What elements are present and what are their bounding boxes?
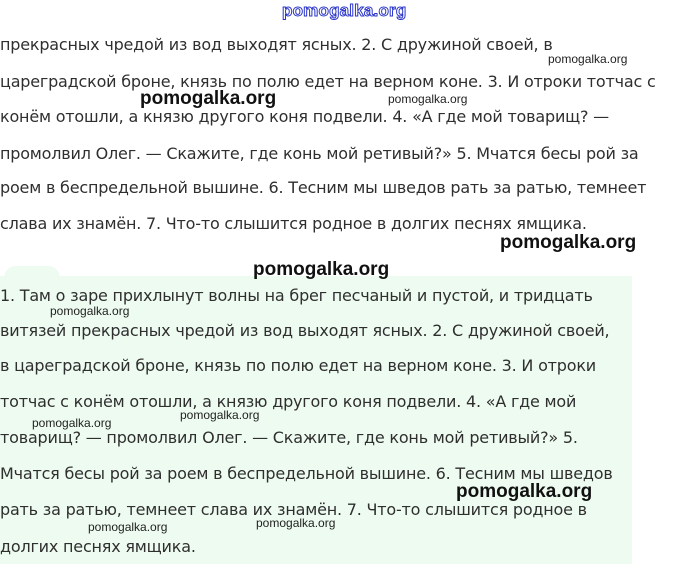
question-line: промолвил Олег. — Скажите, где конь мой ретивый?» 5. Мчатся бесы рой за: [0, 144, 639, 163]
watermark: pomogalka.org: [253, 259, 390, 280]
watermark: pomogalka.org: [180, 408, 260, 422]
question-line: слава их знамён. 7. Что-то слышится родное в долгих песнях ямщика.: [0, 214, 587, 233]
watermark: pomogalka.org: [32, 416, 112, 430]
question-line: прекрасных чредой из вод выходят ясных. 2. С дружиной своей, в: [0, 35, 553, 54]
answer-line: 1. Там о заре прихлынут волны на брег песчаный и пустой, и тридцать: [0, 286, 593, 305]
answer-line: товарищ? — промолвил Олег. — Скажите, где конь мой ретивый?» 5.: [0, 428, 578, 447]
answer-line: рать за ратью, темнеет слава их знамён. 7. Что-то слышится родное в: [0, 500, 587, 519]
watermark: pomogalka.org: [50, 304, 130, 318]
site-watermark-header: pomogalka.org: [282, 1, 407, 20]
watermark: pomogalka.org: [456, 481, 593, 502]
watermark: pomogalka.org: [88, 520, 168, 534]
question-line: роем в беспредельной вышине. 6. Тесним мы шведов рать за ратью, темнеет: [0, 178, 647, 197]
answer-line: Мчатся бесы рой за роем в беспредельной вышине. 6. Тесним мы шведов: [0, 464, 613, 483]
watermark: pomogalka.org: [548, 52, 628, 66]
watermark: pomogalka.org: [388, 92, 468, 106]
watermark: pomogalka.org: [500, 232, 637, 253]
answer-line: в цареградской броне, князь по полю едет на верном коне. 3. И отроки: [0, 356, 597, 375]
answer-line: тотчас с конём отошли, а князю другого коня подвели. 4. «А где мой: [0, 392, 577, 411]
watermark: pomogalka.org: [140, 88, 277, 109]
watermark: pomogalka.org: [256, 516, 336, 530]
answer-line: долгих песнях ямщика.: [0, 537, 196, 556]
question-line: конём отошли, а князю другого коня подвели. 4. «А где мой товарищ? —: [0, 107, 609, 126]
answer-line: витязей прекрасных чредой из вод выходят ясных. 2. С дружиной своей,: [0, 321, 610, 340]
question-line: цареградской броне, князь по полю едет на верном коне. 3. И отроки тотчас с: [0, 72, 656, 91]
